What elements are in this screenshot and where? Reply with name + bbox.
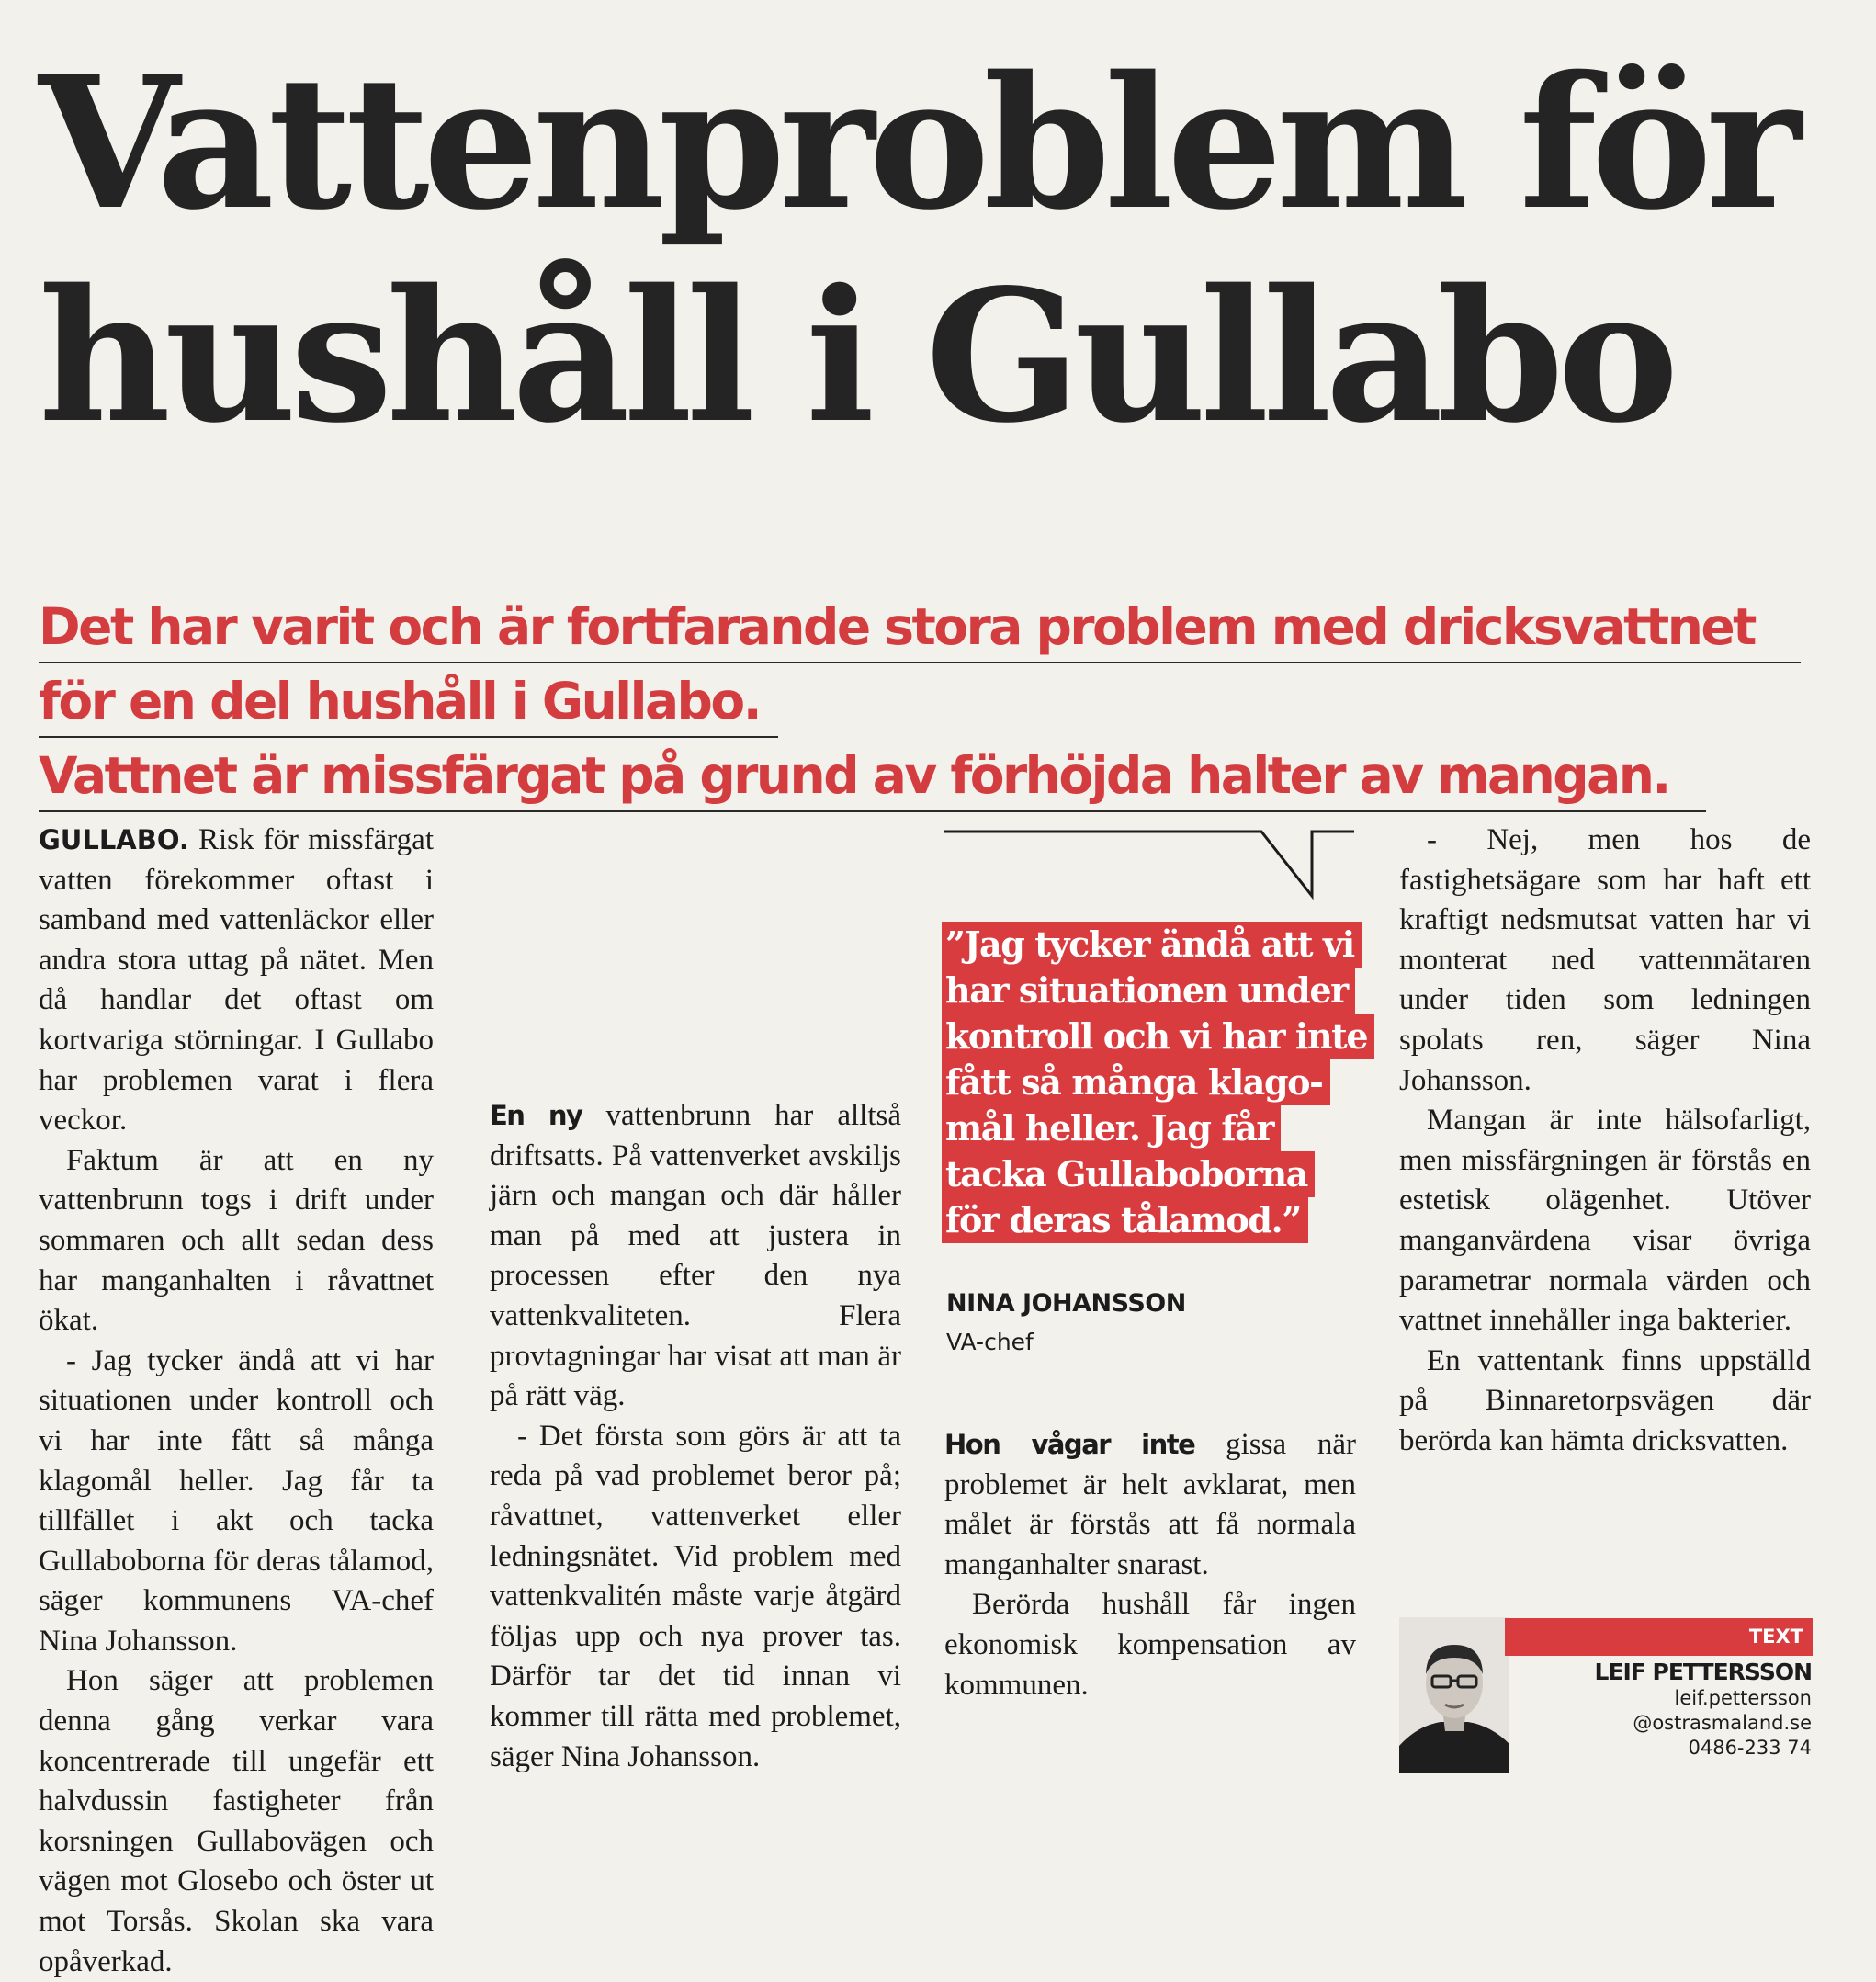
body-column-4 <box>1399 821 1811 1462</box>
headline-line-2: hushåll i Gullabo <box>39 249 1673 463</box>
deck-underline-1 <box>39 662 1801 663</box>
run-in-heading-1: En ny <box>490 1100 582 1131</box>
body-text: Risk för missfärgat vatten förekommer oftast i samband med vattenläckor eller andra stora uttag på nätet. Men då handlar det oftast om kortvariga störningar. I Gullabo har problemen varat i flera veckor. <box>39 823 434 1138</box>
pull-quote-line: fått så många klago- <box>942 1059 1330 1105</box>
body-paragraph-5 <box>490 1096 901 1417</box>
dateline: GULLABO. <box>39 824 189 855</box>
byline <box>1516 1659 1812 1761</box>
headline <box>39 37 1839 463</box>
pull-quote-line: ”Jag tycker ändå att vi <box>942 922 1362 968</box>
body-paragraph-8: Berörda hushåll får ingen ekonomisk kompensation av kommunen. <box>944 1588 1356 1702</box>
deck-line-3: Vattnet är missfärgat på grund av förhöjda halter av mangan. <box>39 746 1669 805</box>
pull-quote-line: för deras tålamod.” <box>942 1197 1308 1243</box>
body-paragraph-11: En vattentank finns uppställd på Binnaretorpsvägen där berörda kan hämta dricksvatten. <box>1399 1343 1811 1457</box>
headline-line-1: Vattenproblem för <box>39 36 1796 250</box>
body-paragraph-6-continued <box>944 1425 1356 1585</box>
byline-label: TEXT <box>1748 1625 1803 1648</box>
speech-bubble-tail-icon <box>944 827 1354 910</box>
pull-quote-line: har situationen under <box>942 968 1355 1014</box>
author-portrait-icon <box>1399 1617 1509 1773</box>
body-paragraph-6: - Det första som görs är att ta reda på vad problemet beror på; råvattnet, vattenverket eller ledningsnätet. Vid problem med vattenkvalitén måste varje åtgärd följas upp och nya prover tas. Därför tar det tid innan vi kommer till rätta med problemet, säger Nina Johansson. <box>490 1419 901 1773</box>
deck-underline-3 <box>39 810 1706 812</box>
body-column-3 <box>944 1425 1356 1705</box>
body-column-1 <box>39 821 434 1982</box>
pull-quote-line: kontroll och vi har inte <box>942 1014 1374 1059</box>
body-text: vattenbrunn har alltså driftsatts. På vattenverket avskiljs järn och mangan och där håller man på med att justera in processen efter den nya vattenkvaliteten. Flera provtagningar har visat att man är på rätt väg. <box>490 1099 901 1413</box>
pull-quote <box>942 922 1368 1243</box>
body-paragraph-2: Faktum är att en ny vattenbrunn togs i drift under sommaren och allt sedan dess har manganhalten i råvattnet ökat. <box>39 1143 434 1338</box>
body-paragraph-1 <box>39 821 434 1141</box>
byline-email-2: @ostrasmaland.se <box>1633 1712 1812 1734</box>
body-text: gissa när problemet är helt avklarat, men målet är förstås att få normala manganhalter snarast. <box>944 1428 1357 1581</box>
deck-line-2: för en del hushåll i Gullabo. <box>39 672 761 731</box>
byline-email-1: leif.pettersson <box>1674 1687 1812 1709</box>
pull-quote-attribution-name: NINA JOHANSSON <box>946 1289 1186 1318</box>
pull-quote-line: mål heller. Jag får <box>942 1105 1281 1151</box>
author-photo <box>1399 1617 1509 1773</box>
byline-name: LEIF PETTERSSON <box>1594 1659 1812 1685</box>
pull-quote-attribution-title: VA-chef <box>946 1329 1034 1355</box>
byline-phone: 0486-233 74 <box>1688 1737 1812 1759</box>
body-paragraph-10: Mangan är inte hälsofarligt, men missfärgningen är förstås en estetisk olägenhet. Utöver manganvärdena visar övriga parametrar normala värden och vattnet innehåller inga bakterier. <box>1399 1104 1811 1338</box>
body-paragraph-4: Hon säger att problemen denna gång verkar vara koncentrerade till ungefär ett halvdussin fastigheter från korsningen Gullabovägen och vägen mot Glosebo och öster ut mot Torsås. Skolan ska vara opåverkad. <box>39 1664 434 1978</box>
pull-quote-line: tacka Gullaboborna <box>942 1151 1315 1197</box>
deck <box>39 593 1812 812</box>
body-paragraph-9: - Nej, men hos de fastighetsägare som har haft ett kraftigt nedsmutsat vatten har vi monterat ned vattenmätaren under tiden som ledningen spolats ren, säger Nina Johansson. <box>1399 823 1811 1097</box>
byline-label-bar <box>1505 1618 1813 1656</box>
deck-line-1: Det har varit och är fortfarande stora problem med dricksvattnet <box>39 597 1755 656</box>
body-paragraph-3: - Jag tycker ändå att vi har situationen under kontroll och vi har inte fått så många klagomål heller. Jag får ta tillfället i akt och tacka Gullaboborna för deras tålamod, säger kommunens VA-chef Nina Johansson. <box>39 1343 434 1658</box>
body-column-2 <box>490 821 901 1777</box>
deck-underline-2 <box>39 736 778 738</box>
run-in-heading-2: Hon vågar inte <box>944 1429 1195 1460</box>
